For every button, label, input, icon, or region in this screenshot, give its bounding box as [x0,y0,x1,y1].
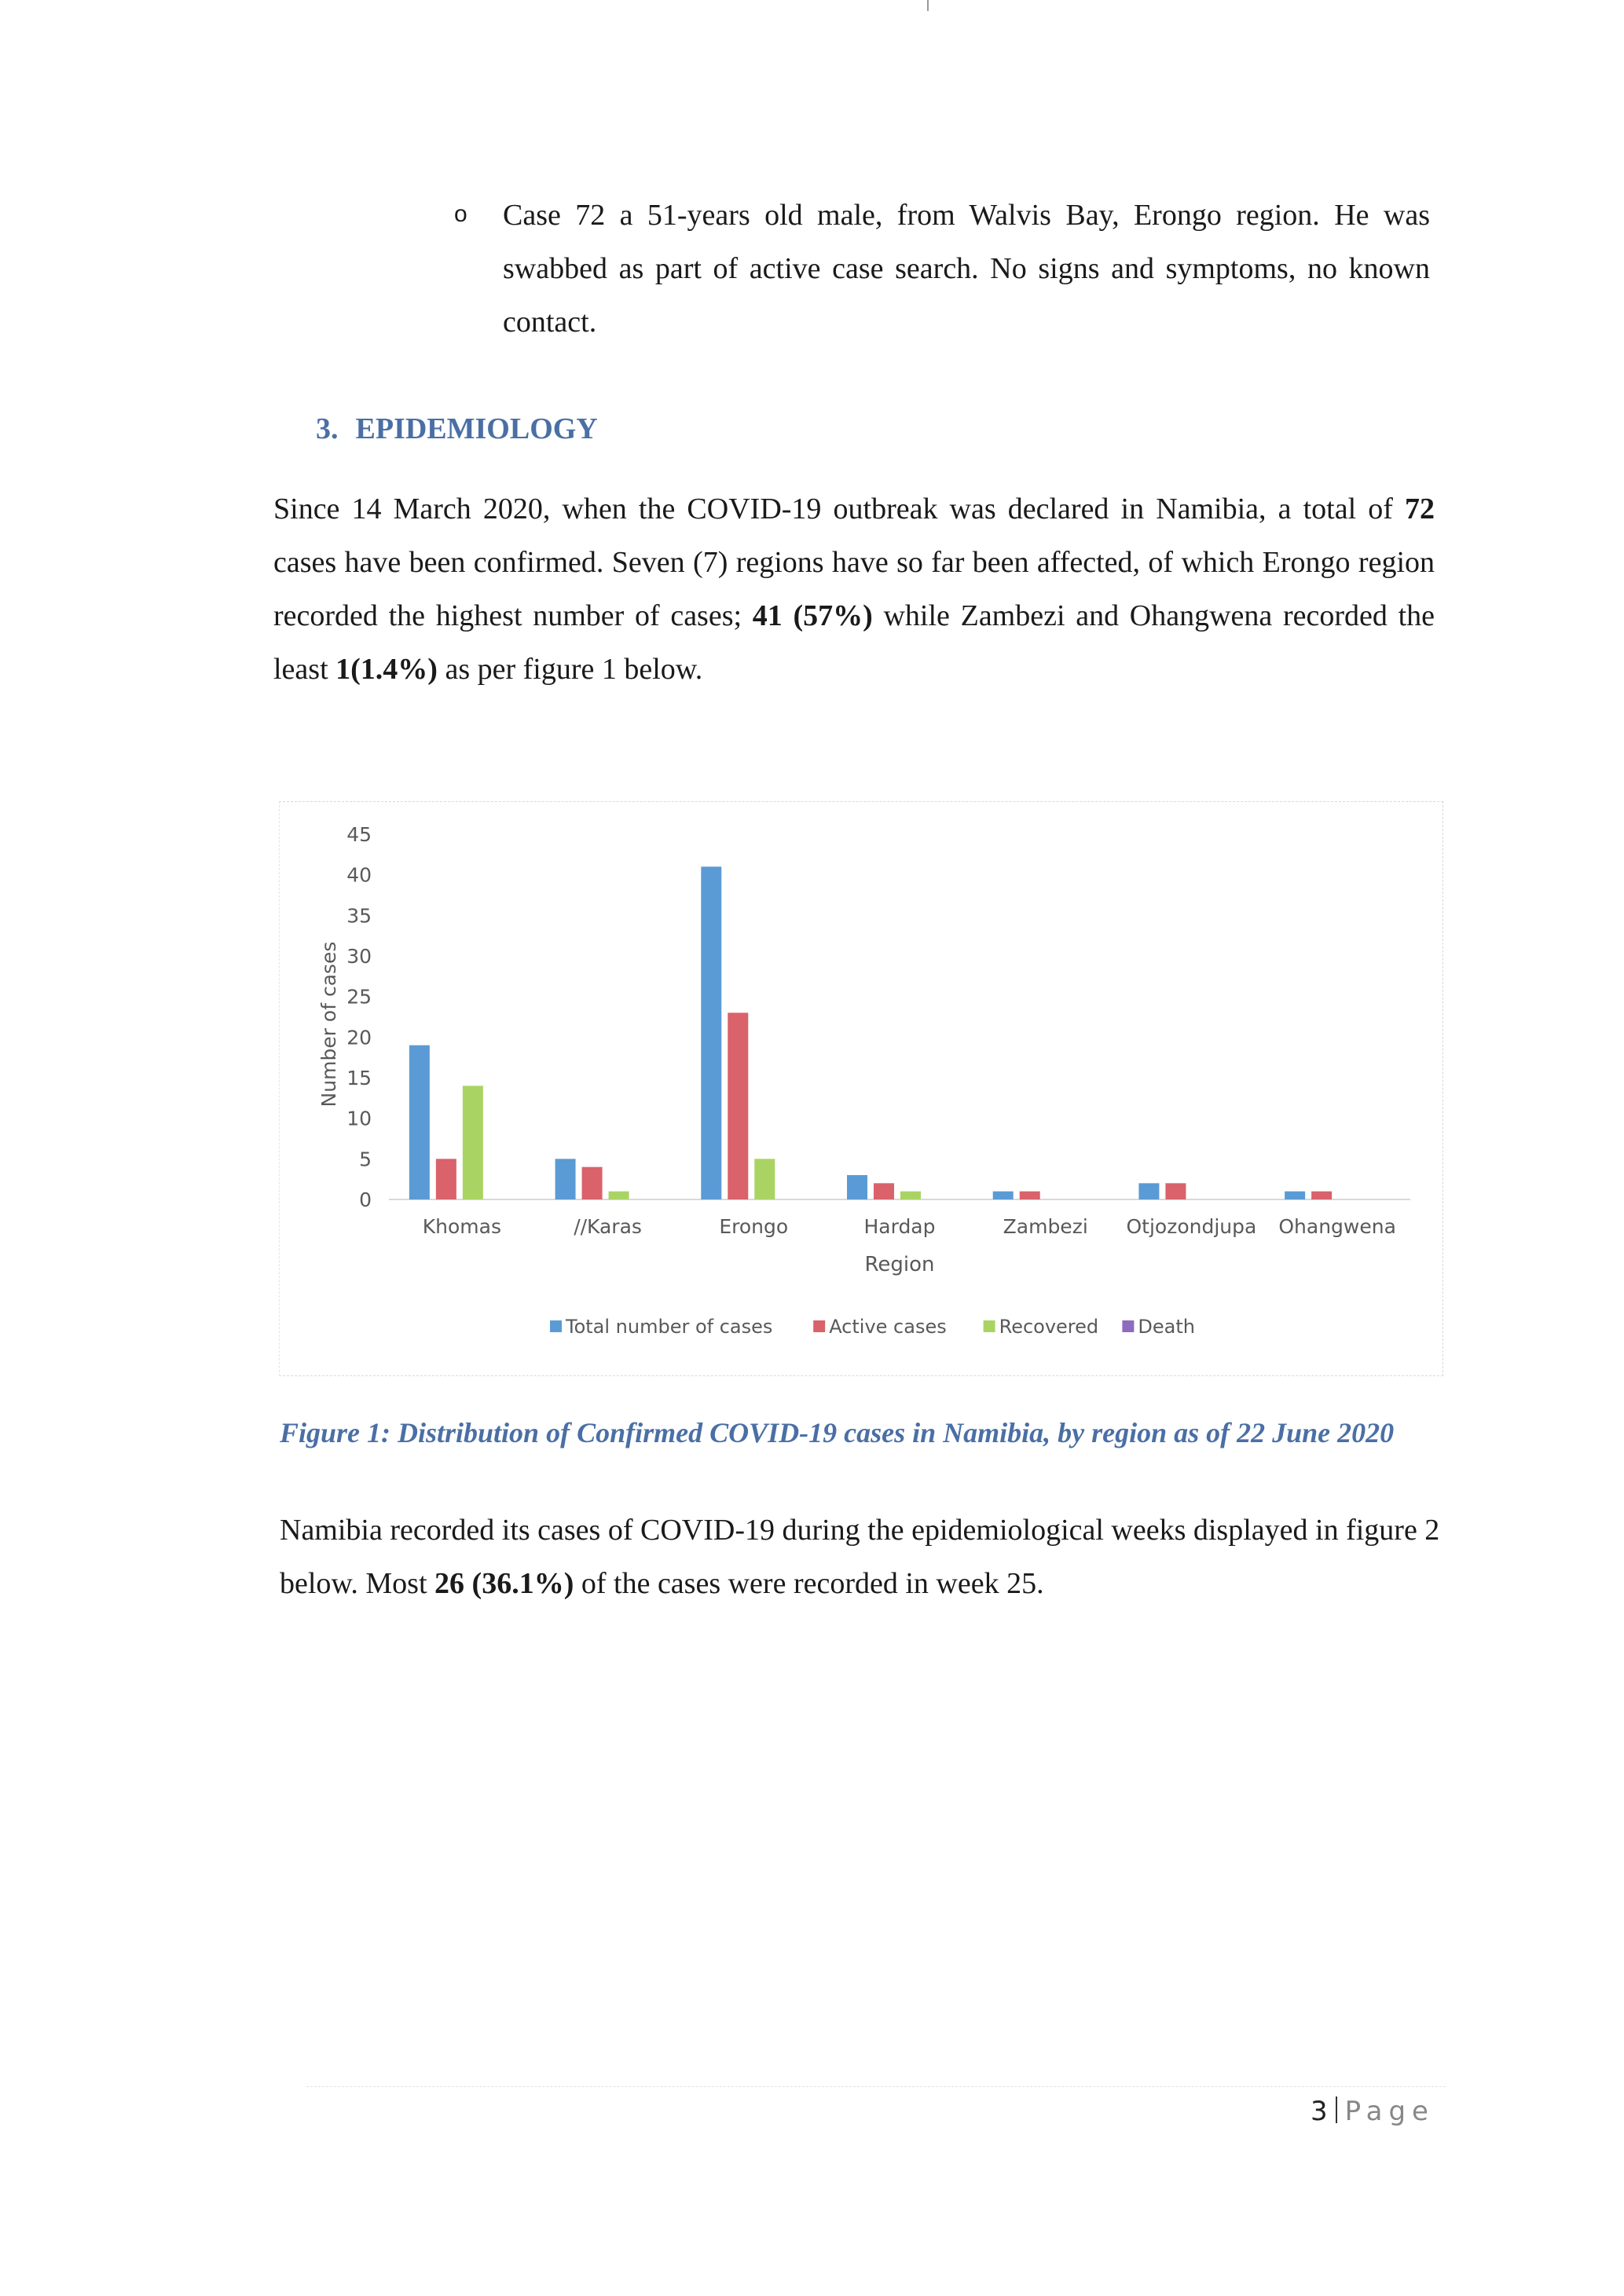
bullet-marker-icon: o [454,201,467,227]
page-separator [1336,2096,1337,2123]
x-tick-label: Khomas [422,1215,501,1238]
text-run: cases have been confirmed. Seven (7) regions have so far been affected, of which Erongo region recorded the highest number of cases; [273,546,1435,632]
legend-label: Active cases [829,1316,947,1338]
bar-active-cases-hardap [874,1183,894,1199]
x-tick-label: Hardap [863,1215,936,1238]
legend-swatch-icon [1122,1320,1134,1332]
bar-total-number-of-cases-otjozondjupa [1138,1183,1159,1199]
bar-recovered-khomas [463,1086,483,1199]
section-number: 3. [316,412,339,445]
total-cases-value: 72 [1405,493,1435,525]
bar-total-number-of-cases-ohangwena [1285,1192,1305,1199]
text-run: while Zambezi and Ohangwena recorded the least [273,599,1435,686]
y-tick-label: 5 [359,1148,372,1171]
text-run: of the cases were recorded in week 25. [574,1567,1044,1600]
bar-active-cases-karas [582,1167,603,1199]
bullet-text: Case 72 a 51-years old male, from Walvis Bay, Erongo region. He was swabbed as part of active case search. No signs and symptoms, no known contact. [503,199,1430,339]
legend-label: Death [1138,1316,1195,1338]
bar-recovered-hardap [900,1192,921,1199]
x-tick-label: Ohangwena [1278,1215,1396,1238]
x-tick-label: Erongo [719,1215,789,1238]
x-tick-label: Zambezi [1003,1215,1088,1238]
bar-total-number-of-cases-karas [555,1159,576,1199]
legend-swatch-icon [550,1320,562,1332]
bar-recovered-karas [609,1192,629,1199]
x-tick-label: //Karas [574,1215,642,1238]
bar-active-cases-otjozondjupa [1165,1183,1186,1199]
page-label: Page [1344,2096,1435,2127]
week-cases-value: 26 (36.1%) [434,1567,574,1600]
x-tick-label: Otjozondjupa [1126,1215,1257,1238]
page-number-value: 3 [1311,2096,1328,2127]
y-tick-label: 15 [346,1067,372,1089]
bar-active-cases-erongo [728,1013,748,1199]
bar-active-cases-ohangwena [1311,1192,1332,1199]
weeks-paragraph [280,1503,1443,1610]
epidemiology-paragraph [273,482,1435,696]
y-tick-label: 0 [359,1188,372,1211]
legend-swatch-icon [984,1320,995,1332]
section-heading [316,412,598,446]
bar-active-cases-khomas [436,1159,456,1199]
bar-active-cases-zambezi [1020,1192,1040,1199]
legend-swatch-icon [813,1320,825,1332]
bar-total-number-of-cases-zambezi [993,1192,1014,1199]
least-cases-value: 1(1.4%) [335,653,438,686]
y-tick-label: 30 [346,945,372,968]
x-axis-label: Region [864,1253,935,1276]
legend-label: Total number of cases [566,1316,773,1338]
y-tick-label: 10 [346,1107,372,1130]
figure-caption: Figure 1: Distribution of Confirmed COVID-19 cases in Namibia, by region as of 22 June 2020 [280,1417,1395,1448]
bar-total-number-of-cases-khomas [409,1045,430,1199]
y-axis-label: Number of cases [317,941,340,1108]
y-tick-label: 35 [346,904,372,928]
bar-recovered-erongo [754,1159,775,1199]
section-title: EPIDEMIOLOGY [355,412,598,445]
bar-total-number-of-cases-hardap [847,1175,867,1199]
region-bar-chart [279,801,1442,1375]
legend-label: Recovered [999,1316,1099,1338]
page-number [1311,2096,1435,2127]
scan-mark [927,0,929,11]
erongo-cases-value: 41 (57%) [752,599,873,632]
y-tick-label: 40 [346,863,372,887]
bar-total-number-of-cases-erongo [701,866,721,1199]
text-run: as per figure 1 below. [437,653,703,686]
y-tick-label: 20 [346,1026,372,1049]
footer-divider [306,2086,1446,2087]
y-tick-label: 45 [346,823,372,846]
y-tick-label: 25 [346,985,372,1009]
text-run: Namibia recorded its cases of COVID-19 during the epidemiological weeks displayed in figure 2 below. Most [280,1514,1440,1600]
text-run: Since 14 March 2020, when the COVID-19 outbreak was declared in Namibia, a total of [273,493,1405,525]
